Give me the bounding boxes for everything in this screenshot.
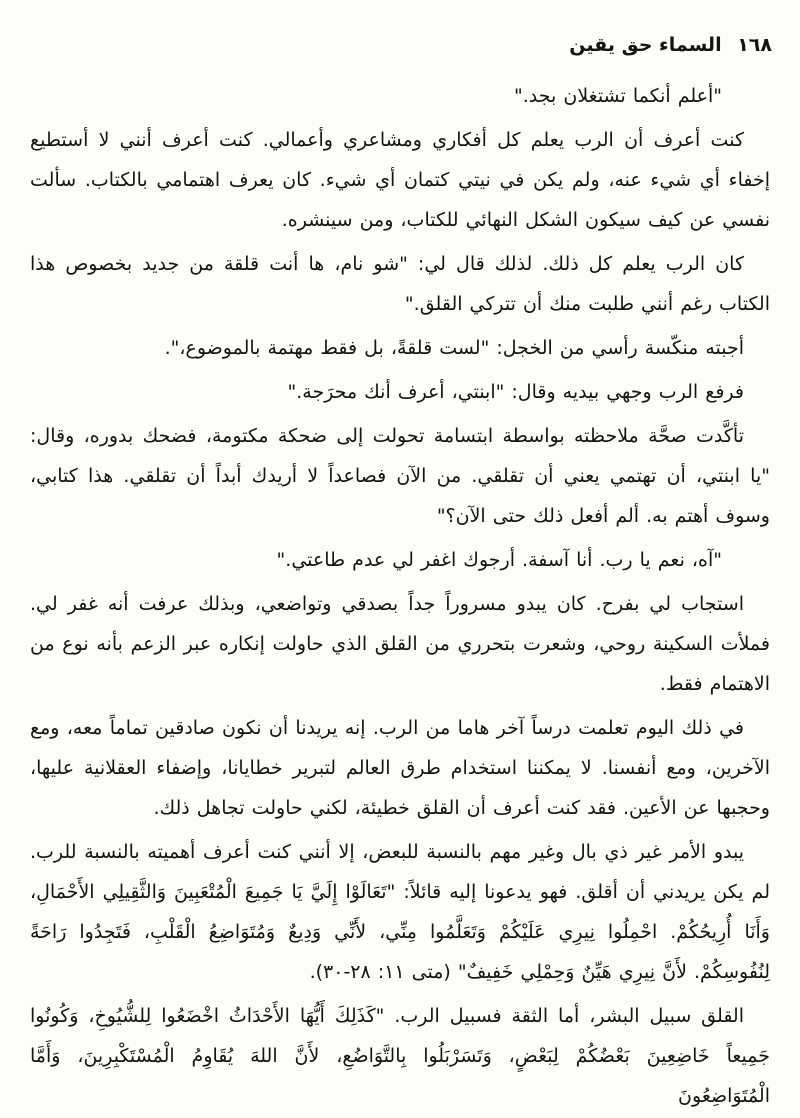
body-paragraph: تأكَّدت صحَّة ملاحظته بواسطة ابتسامة تحولت إلى ضحكة مكتومة، فضحك بدوره، وقال: "يا ابنتي، أن تهتمي يعني أن تقلقي. من الآن فصاعداً لا أريدك أبداً أن تقلقي. هذا كتابي، وسوف أهتم به. ألم أفعل ذلك حتى الآن؟" [30,425,770,527]
page-content [30,76,770,1118]
book-title: السماء حق يقين [569,34,722,56]
page-number: ١٦٨ [737,34,772,56]
page-header [569,34,772,56]
body-paragraph: في ذلك اليوم تعلمت درساً آخر هاما من الرب. إنه يريدنا أن نكون صادقين تماماً معه، ومع الآخرين، ومع أنفسنا. لا يمكننا استخدام طرق العالم لتبرير خطايانا، وإضفاء العقلانية عليها، وحجبها عن الأعين. فقد كنت أعرف أن القلق خطيئة، لكني حاولت تجاهل ذلك. [30,717,770,819]
body-paragraph: يبدو الأمر غير ذي بال وغير مهم بالنسبة للبعض، إلا أنني كنت أعرف أهميته بالنسبة للرب. لم يكن يريدني أن أقلق. فهو يدعونا إليه قائلاً: "تَعَالَوْا إِلَيَّ يَا جَمِيعَ الْمُتْعَبِينَ وَالثَّقِيلِي الأَحْمَالِ، وَأَنَا أُرِيحُكُمْ. احْمِلُوا نِيرِي عَلَيْكُمْ وَتَعَلَّمُوا مِنِّي، لأَنِّي وَدِيعٌ وَمُتَوَاضِعُ الْقَلْبِ، فَتَجِدُوا رَاحَةً لِنُفُوسِكُمْ. لأَنَّ نِيرِي هَيِّنٌ وَحِمْلِي خَفِيفٌ" (متى ١١: ٢٨-٣٠). [30,841,770,983]
body-paragraph: القلق سبيل البشر، أما الثقة فسبيل الرب. "كَذَلِكَ أَيُّهَا الأَحْدَاثُ اخْضَعُوا لِلشُّيُوخِ، وَكُونُوا جَمِيعاً خَاضِعِينَ بَعْضُكُمْ لِبَعْضٍ، وَتَسَرْبَلُوا بِالتَّوَاضُعِ، لأَنَّ اللهَ يُقَاوِمُ الْمُسْتَكْبِرِينَ، وَأَمَّا الْمُتَوَاضِعُونَ [30,1005,770,1107]
quote-paragraph: "أعلم أنكما تشتغلان بجد." [514,85,722,107]
body-paragraph: فرفع الرب وجهي بيديه وقال: "ابنتي، أعرف أنك محرَجة." [287,381,744,403]
quote-paragraph: "آه، نعم يا رب. أنا آسفة. أرجوك اغفر لي عدم طاعتي." [276,549,722,571]
body-paragraph: كان الرب يعلم كل ذلك. لذلك قال لي: "شو نام، ها أنت قلقة من جديد بخصوص هذا الكتاب رغم أنني طلبت منك أن تتركي القلق." [30,253,770,315]
body-paragraph: كنت أعرف أن الرب يعلم كل أفكاري ومشاعري وأعمالي. كنت أعرف أنني لا أستطيع إخفاء أي شيء عنه، ولم يكن في نيتي كتمان أي شيء. كان يعرف اهتمامي بالكتاب. سألت نفسي عن كيف سيكون الشكل النهائي للكتاب، ومن سينشره. [30,129,770,231]
body-paragraph: أجبته منكّسة رأسي من الخجل: "لست قلقةً، بل فقط مهتمة بالموضوع،". [164,337,744,359]
body-paragraph: استجاب لي بفرح. كان يبدو مسروراً جداً بصدقي وتواضعي، وبذلك عرفت أنه غفر لي. فملأت السكينة روحي، وشعرت بتحرري من القلق الذي حاولت إنكاره عبر الزعم بأنه نوع من الاهتمام فقط. [30,593,770,695]
